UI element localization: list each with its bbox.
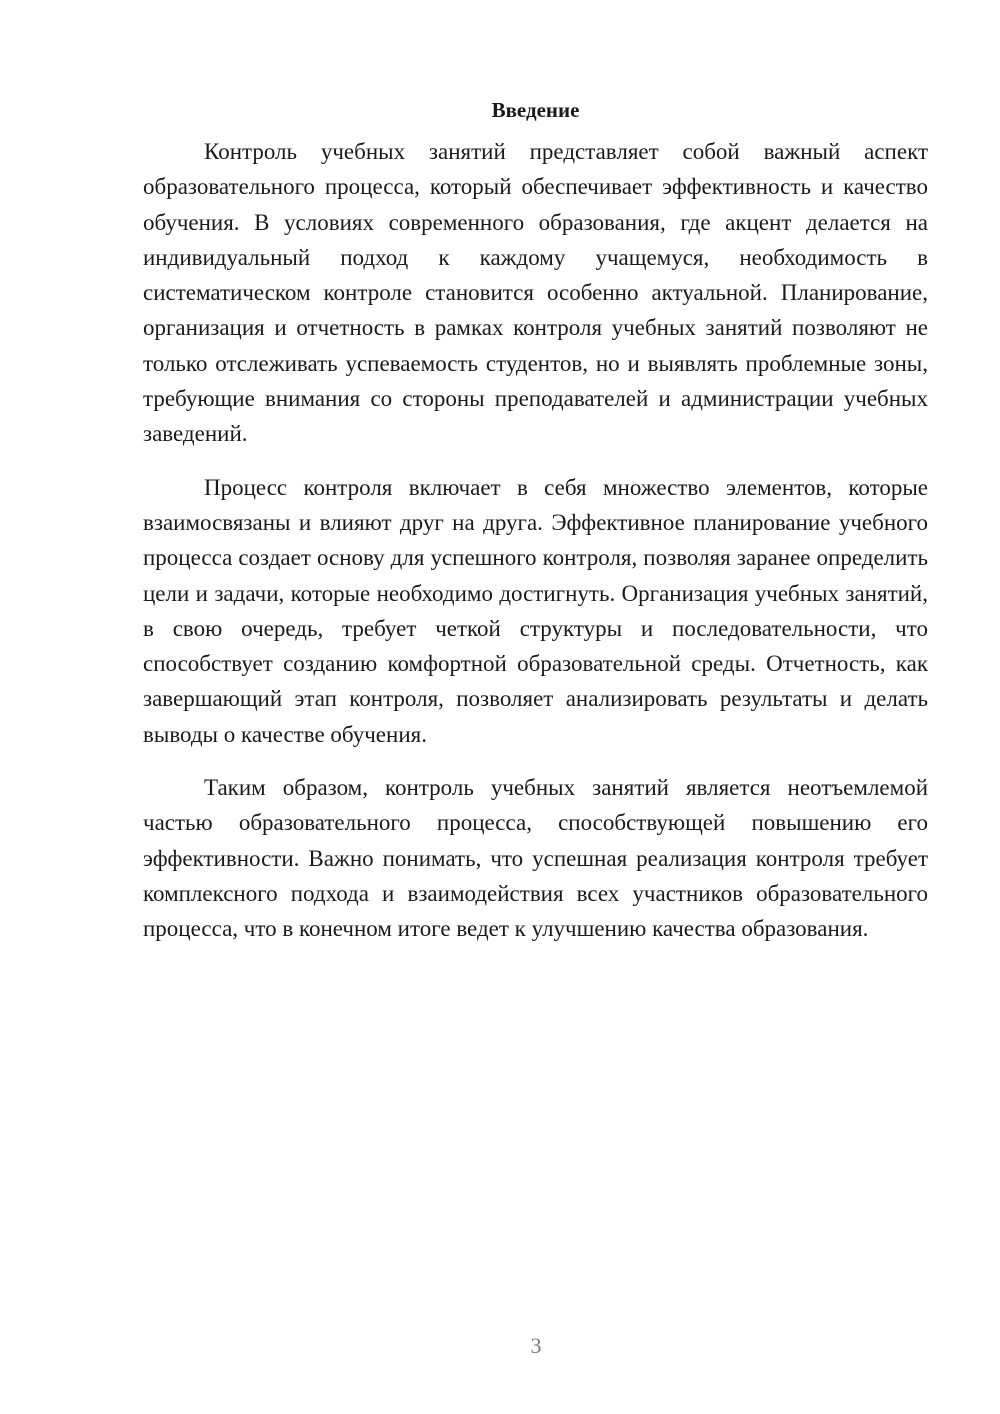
page-number: 3	[530, 1333, 542, 1358]
document-body	[143, 92, 928, 947]
paragraph-1: Контроль учебных занятий представляет собой важный аспект образовательного процесса, который обеспечивает эффективность и качество обучения. В условиях современного образования, где акцент делается на индивидуальный подход к каждому учащемуся, необходимость в систематическом контроле становится особенно актуальной. Планирование, организация и отчетность в рамках контроля учебных занятий позволяют не только отслеживать успеваемость студентов, но и выявлять проблемные зоны, требующие внимания со стороны преподавателей и администрации учебных заведений.	[143, 139, 928, 447]
section-title: Введение	[491, 98, 580, 122]
paragraph-3: Таким образом, контроль учебных занятий является неотъемлемой частью образовательного процесса, способствующей повышению его эффективности. Важно понимать, что успешная реализация контроля требует комплексного подхода и взаимодействия всех участников образовательного процесса, что в конечном итоге ведет к улучшению качества образования.	[143, 775, 928, 942]
paragraph-2: Процесс контроля включает в себя множество элементов, которые взаимосвязаны и влияют друг на друга. Эффективное планирование учебного процесса создает основу для успешного контроля, позволяя заранее определить цели и задачи, которые необходимо достигнуть. Организация учебных занятий, в свою очередь, требует четкой структуры и последовательности, что способствует созданию комфортной образовательной среды. Отчетность, как завершающий этап контроля, позволяет анализировать результаты и делать выводы о качестве обучения.	[143, 474, 928, 747]
